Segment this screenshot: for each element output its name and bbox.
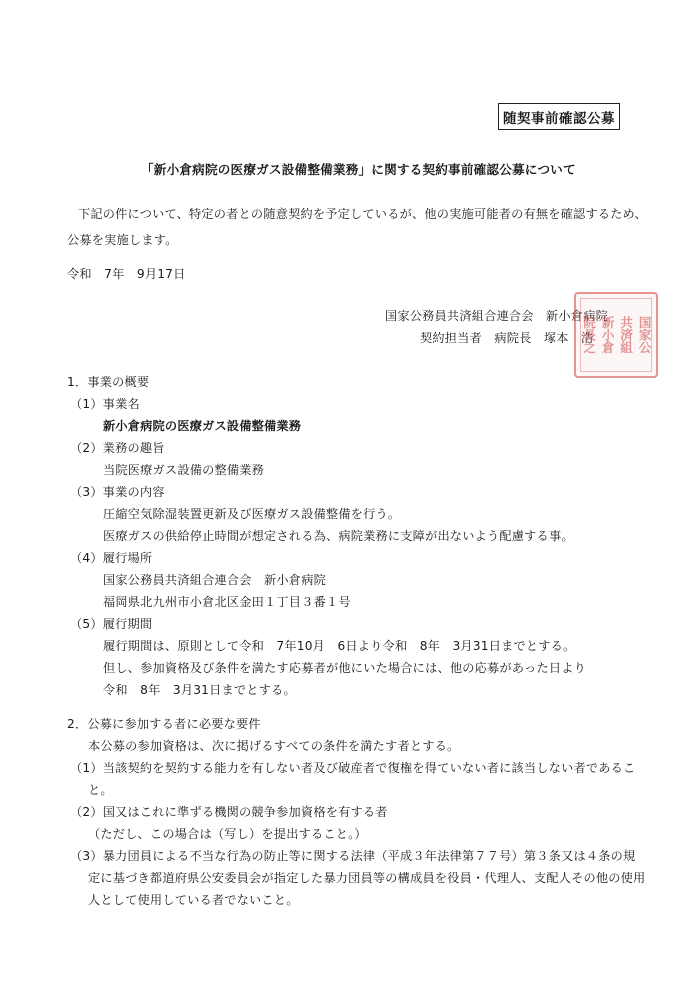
document-date: 令和 7年 9月17日: [67, 267, 186, 281]
item4-label: （4）履行場所: [70, 551, 153, 565]
item5-line: 但し、参加資格及び条件を満たす応募者が他にいた場合には、他の応募があった日より: [103, 661, 586, 675]
item4-line: 国家公務員共済組合連合会 新小倉病院: [103, 573, 326, 587]
item4-line: 福岡県北九州市小倉北区金田１丁目３番１号: [103, 595, 351, 609]
seal-column: 共済組: [618, 316, 634, 354]
requirement-2-line: （ただし、この場合は（写し）を提出すること。）: [88, 827, 367, 841]
item3-line: 圧縮空気除湿装置更新及び医療ガス設備整備を行う。: [103, 507, 401, 521]
item5-label: （5）履行期間: [70, 617, 153, 631]
requirement-1-line: と。: [88, 783, 113, 797]
seal-column: 新小倉: [600, 316, 616, 354]
issuer-organization: 国家公務員共済組合連合会 新小倉病院: [385, 309, 608, 323]
item2-value: 当院医療ガス設備の整備業務: [103, 463, 265, 477]
item3-label: （3）事業の内容: [70, 485, 165, 499]
requirement-3-line: 定に基づき都道府県公安委員会が指定した暴力団員等の構成員を役員・代理人、支配人その他の使用: [88, 871, 646, 885]
section2-heading: 2．公募に参加する者に必要な要件: [67, 717, 261, 731]
official-seal-stamp: [574, 292, 658, 378]
requirement-2-line: （2）国又はこれに準ずる機関の競争参加資格を有する者: [70, 805, 388, 819]
notice-type-badge: 随契事前確認公募: [498, 103, 620, 130]
requirement-3-line: 人として使用している者でないこと。: [88, 893, 299, 907]
item1-value: 新小倉病院の医療ガス設備整備業務: [103, 419, 302, 433]
requirement-3-line: （3）暴力団員による不当な行為の防止等に関する法律（平成３年法律第７７号）第３条又は４条の規: [70, 849, 636, 863]
section1-heading: 1．事業の概要: [67, 375, 150, 389]
intro-line-1: 下記の件について、特定の者との随意契約を予定しているが、他の実施可能者の有無を確認するため、: [78, 207, 647, 221]
item3-line: 医療ガスの供給停止時間が想定される為、病院業務に支障が出ないよう配慮する事。: [103, 529, 574, 543]
intro-line-2: 公募を実施します。: [67, 233, 178, 247]
item5-line: 履行期間は、原則として令和 7年10月 6日より令和 8年 3月31日までとする。: [103, 639, 576, 653]
seal-column: 院長之: [581, 316, 597, 354]
item1-label: （1）事業名: [70, 397, 140, 411]
issuer-officer: 契約担当者 病院長 塚本 浩: [420, 331, 594, 345]
document-title: 「新小倉病院の医療ガス設備整備業務」に関する契約事前確認公募について: [141, 162, 576, 177]
item5-line: 令和 8年 3月31日までとする。: [103, 683, 296, 697]
seal-column: 国家公: [637, 316, 653, 354]
section2-intro: 本公募の参加資格は、次に掲げるすべての条件を満たす者とする。: [88, 739, 460, 753]
requirement-1-line: （1）当該契約を契約する能力を有しない者及び破産者で復権を得ていない者に該当しない者であるこ: [70, 761, 636, 775]
item2-label: （2）業務の趣旨: [70, 441, 165, 455]
